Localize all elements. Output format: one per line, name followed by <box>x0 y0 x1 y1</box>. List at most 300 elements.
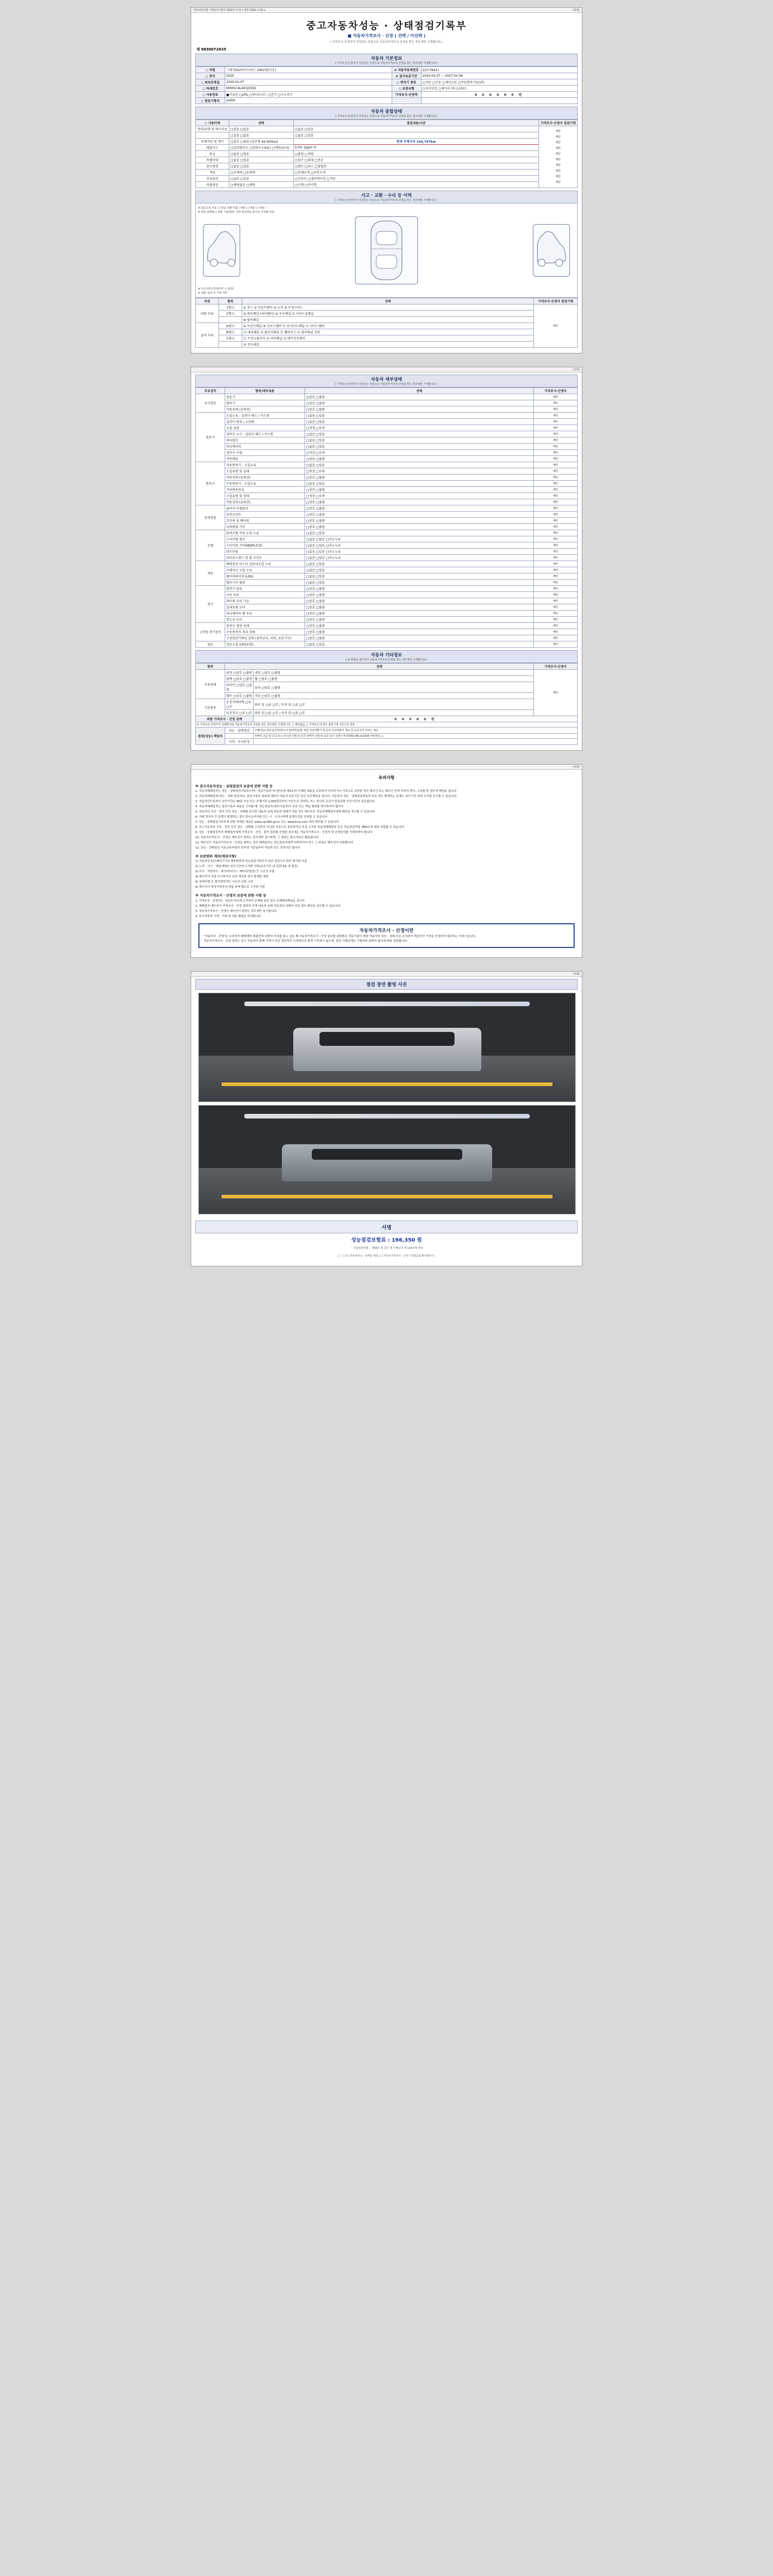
overall-table <box>195 120 578 188</box>
company-key: 가격 · 조사산정 <box>225 739 254 745</box>
page-title: 중고자동차성능 · 상태점검기록부 <box>306 20 467 31</box>
section-detail-header <box>195 375 578 387</box>
detail-item-inspector: 해당 <box>534 543 578 549</box>
detail-item-label: 워터펌프 <box>225 437 305 444</box>
other-b: 내장 □양호 □불량 <box>254 670 534 676</box>
detail-group-name: 고전원 전기장치 <box>196 623 225 641</box>
table-row <box>196 67 578 73</box>
damage-diagram <box>195 204 578 298</box>
footer-line-2: [ 丁 ] 중고자동차성능 · 상태를 점검, [ ] 자동차가격조사 · 산정 ) 하였음을 확인합니다. <box>338 1254 435 1258</box>
overall-detail: □있음 □없음 <box>229 126 294 132</box>
guarantee-box <box>198 923 575 948</box>
page-mark: (앞쪽) <box>573 9 580 12</box>
page-3-topbar <box>191 765 582 770</box>
detail-item-label: 오일 유량 <box>225 425 305 431</box>
table-row <box>196 543 578 549</box>
detail-item-label: 시동 모터 <box>225 592 305 598</box>
detail-item-label: 작동상태 (공회전) <box>225 406 305 413</box>
detail-item-label: 커먼레일 <box>225 456 305 462</box>
ceiling-light <box>244 1114 530 1118</box>
guarantee-title: 자동차가격조사 · 산정이란 <box>359 928 414 934</box>
detail-item-label: 실린더 블록 / 오일팬 <box>225 419 305 425</box>
final-price-note: ※ 가격조사·산정자격 상태평가와 자동차가격조사·산정을 받은 경우에만 기재합니다. □ 해당없음 □ 가격조사·산정자 점검기재 기준수준 적용 <box>196 722 578 727</box>
detail-item-inspector: 해당 <box>534 419 578 425</box>
table-row <box>196 487 578 493</box>
detail-group-name: 변속기 <box>196 462 225 505</box>
detail-item-state: □없음 □있음 <box>305 530 534 536</box>
notice-paragraph: 11. 매수인이 자동차가격조사 · 산정을 원하는 경우 매매업자는 성능점검자에게 의뢰하여야 하고 그 비용은 매수인이 부담합니다. <box>195 841 354 845</box>
notice-paragraph: 4. 특기사항에 기재 · 기재 외 내용 별첨을 작성합니다. <box>195 914 262 918</box>
odometer-reading: 현재 주행거리 144,797km <box>294 139 539 145</box>
overall-detail: □무채색 □유채색 <box>229 170 294 176</box>
page-mark: (뒤쪽) <box>573 766 580 769</box>
table-row <box>196 739 578 745</box>
fuel-options: ■가솔린 □LPG □하이브리드 □전기 □수소전기 <box>225 92 392 98</box>
accident-col-1: 항목 <box>219 298 242 304</box>
accident-rank: 1랭크 <box>219 304 242 311</box>
detail-group-name: 전기 <box>196 586 225 623</box>
table-row <box>196 335 578 342</box>
document-id: 제 9830072635 <box>196 47 226 52</box>
table-row <box>196 505 578 512</box>
document-pages <box>0 7 773 1266</box>
table-row <box>196 598 578 604</box>
accident-parts-title: ※ 사고이력 (자의/타의 수 없다) <box>198 287 234 291</box>
overall-item: 주요옵션 <box>196 176 229 182</box>
table-row <box>196 549 578 555</box>
detail-group-name: 연료 <box>196 641 225 648</box>
overall-item: 주행거리 및 계기 <box>196 139 229 145</box>
table-row <box>196 73 578 79</box>
table-head-row <box>196 388 578 394</box>
detail-item-label: 배력장치 마스터 실린더오일 누유 <box>225 561 305 567</box>
overall-detail: □해당없음 □해당 <box>229 182 294 188</box>
table-row <box>196 176 578 182</box>
detail-item-inspector: 해당 <box>534 573 578 580</box>
detail-item-label: 윈도우 모터 <box>225 617 305 623</box>
diagram-legend-sub: ※ 하단 상태표시 설명 기준(판외, 기타 위치정보 표시로 기록합니다) <box>198 211 274 214</box>
detail-item-inspector: 해당 <box>534 406 578 413</box>
table-row <box>196 635 578 641</box>
table-row <box>196 493 578 499</box>
table-row <box>196 444 578 450</box>
notice-sub2-heading: ※ 자동차가격조사 · 산정의 보증에 관한 사항 등 <box>195 893 266 898</box>
table-row <box>196 693 578 699</box>
form-reference: 자동차관리법 시행규칙 [별지 제82호서식] <개정 2021.1.19.> <box>193 9 266 12</box>
other-info-table <box>195 663 578 745</box>
table-row <box>196 139 578 145</box>
table-row <box>196 530 578 536</box>
detail-item-state: □없음 □있음 <box>305 413 534 419</box>
detail-col-1: 항목/세부내용 <box>225 388 305 394</box>
section-basic-note: ( 가격조사·산정자가 작성하는 부분으로 자동차가격조사·산정을 받는 경우에만 기재합니다 ) <box>335 62 438 65</box>
other-col-2: 가격조사·산정자 <box>534 664 578 670</box>
section-detail-title: 자동차 세부상태 <box>371 377 402 382</box>
detail-item-inspector: 해당 <box>534 617 578 623</box>
detail-item-label: 연료누출 (LPG포함) <box>225 641 305 648</box>
detail-item-state: □적정 □부족 <box>305 468 534 474</box>
notice-paragraph: 2) 노후 · 사고 · 매입에따라 보증기간에 고지한 사항(보증기간 내 진단내용 내 발견) <box>195 865 298 869</box>
section-other-note: ( ※ 항목을 체크하여 자동차가격조사·산정을 받는 경우에만 기재합니다 ) <box>346 658 427 662</box>
detail-item-inspector: 해당 <box>534 400 578 406</box>
notice-paragraph: 4. 자동차매매업자는 점검기록부 내용을 고지할 때, 성능점검자(정비사업자)가 보증 또는 책임 범위를 명시하여야 합니다. <box>195 805 345 809</box>
overall-content: □렌트 □리스 □영업용 <box>294 163 539 170</box>
basic-value: 그랜저(IG)하이브리드 (HEV)(5인승) <box>225 67 392 73</box>
car-left-side-icon <box>204 225 240 276</box>
accident-area: 외판 부위 <box>196 304 219 323</box>
overall-col-0: ○ 사용이력 <box>196 120 229 126</box>
other-a: 보조장치 □유 □무 <box>225 710 254 716</box>
detail-table-body <box>196 394 578 648</box>
notice-paragraph: 자동차가격조사 · 산정 결과는 중고 자동차의 판매 가격이 아닌 객관적인 시세정보로 법적 구속력이 없으며, 최종 거래금액은 구매자와 판매자 합의에 따라 결정됩니다. <box>204 939 408 943</box>
detail-item-label: 오일누유 - 실린더 헤드 / 가스켓 <box>225 413 305 419</box>
detail-item-inspector: 해당 <box>534 592 578 598</box>
price-value: 0 0 0 0 0 0 원 <box>421 92 577 98</box>
page-1 <box>191 7 582 353</box>
overall-content: □불법 □적법 <box>294 151 539 157</box>
detail-item-inspector: 해당 <box>534 493 578 499</box>
detail-item-label: 타이로드엔드 및 볼 조인트 <box>225 555 305 561</box>
notice-paragraph: 3) 부식 · 자연마모 · 타이어(마모) · 배터리(방전) 등 소모성 부품 <box>195 870 275 874</box>
detail-item-label: 오일유량 및 상태 <box>225 493 305 499</box>
table-row <box>196 592 578 598</box>
detail-item-label: 작동상태 (공회전) <box>225 499 305 505</box>
table-row <box>196 710 578 716</box>
other-a: 운전석에어백 □유 □무 <box>225 699 254 710</box>
section-detail-note: ( 가격조사·산정자가 작성하는 부분으로 자동차가격조사·산정을 받는 경우에만 기재합니다 ) <box>335 383 438 386</box>
company-value: 주행(정)도검사전문정비(주)수원(IT컨설팅) 점검 중앙대평가 및 등록 중앙대평가 제도 및 보증수리 서비스 제공 <box>254 727 578 734</box>
table-row <box>196 561 578 567</box>
overall-item: 특별이력 <box>196 157 229 163</box>
detail-item-label: 작동상태 (공회전) <box>225 474 305 481</box>
car-view-left <box>203 224 240 277</box>
footer-line-1: 「 자동차관리법」 제58조 및 같은 법 시행규칙 제 120조에 따라 <box>350 1246 423 1250</box>
basic-label: ○ 연식 <box>196 73 225 79</box>
notice-paragraph: 7. 성능 · 상태점검기록부에 관한 자세한 내용은 www.car365.go.kr 또는 www.kcar.com 에서 확인할 수 있습니다. <box>195 821 340 824</box>
transmission-options: □자동 □수동 □세미오토 □무단변속기(CVT) <box>421 79 577 86</box>
basic-label: 가격조사·산정액 <box>392 92 421 98</box>
car-diagram-row <box>198 214 575 286</box>
table-row <box>196 126 578 132</box>
section-basic-title: 자동차 기본정보 <box>371 56 402 61</box>
basic-label: ○ 변속기 종류 <box>392 79 421 86</box>
detail-item-inspector: 해당 <box>534 394 578 400</box>
section-overall-header <box>195 107 578 120</box>
detail-item-inspector: 해당 <box>534 604 578 611</box>
table-head-row <box>196 298 578 304</box>
detail-item-state: □없음 □있음 <box>305 437 534 444</box>
table-row <box>196 170 578 176</box>
overall-detail: □없음 □있음 <box>229 151 294 157</box>
detail-item-state: □양호 □불량 <box>305 505 534 512</box>
notice-paragraph: 2. 자동차매매업자(성능 · 상태 점검자)는 점검기록부 내용에 대하여 다음의 보증기간 동안 보증책임을 집니다. 자동차의 성능 · 상태점검내용과 다른 경우 발생하는 문제는 보증기간 내에 수리를 요구할 수 있습니다. <box>195 795 458 799</box>
basic-label: ○ 차명 <box>196 67 225 73</box>
notice-paragraph: 12. 성능 · 상태점검 국토교통부령의 인터넷 기준일부터 자동차 인도 전까지로 합니다. <box>195 846 301 850</box>
table-row <box>196 329 578 335</box>
detail-table <box>195 387 578 648</box>
overall-item: 리콜대상 <box>196 182 229 188</box>
detail-item-state: □양호 □불량 <box>305 635 534 641</box>
detail-item-inspector: 해당 <box>534 499 578 505</box>
overall-detail: □있음 □없음 <box>229 132 294 139</box>
detail-item-label: 디퍼렌셜 기어 <box>225 524 305 530</box>
detail-item-state: □양호 □불량 <box>305 617 534 623</box>
overall-detail: □없음 □있음 <box>229 163 294 170</box>
notice-paragraph: "자동차의 · 산정"은 소비자가 매매계약 체결전에 차량의 가치를 알고 싶을 때 자동차가격조사 · 산정 업무를 위탁받은 전문기관이 해당 자동차의 성능 · 상태 등을 조사하여 객관적인 가격을 산정하여 제공하는 서비스입니다. <box>204 935 476 938</box>
section-basic-header <box>195 54 578 66</box>
overall-item: 용도변경 <box>196 163 229 170</box>
detail-item-label: 발전기 출력 <box>225 586 305 592</box>
table-row <box>196 468 578 474</box>
table-row <box>196 98 578 104</box>
notice-paragraph: 3. 자동차가격조사 · 산정은 매수인이 원하는 경우에만 실시합니다. <box>195 909 278 913</box>
table-row <box>196 419 578 425</box>
page-2-topbar <box>191 367 582 372</box>
accident-parts: ⑳ 루프레일 <box>242 342 534 348</box>
accident-rank: B랭크 <box>219 329 242 335</box>
overall-item: 색상 <box>196 170 229 176</box>
table-row <box>196 406 578 413</box>
guarantee-body <box>204 935 569 944</box>
detail-item-label: 브레이크 오일 누유 <box>225 567 305 573</box>
detail-item-state: □없음 □있음 <box>305 580 534 586</box>
detail-group-name: 제동 <box>196 561 225 586</box>
notice-paragraph: 5) 천재지변 등 불가항력적인 사유로 인한 고장 <box>195 880 253 884</box>
accident-parts: ① 후드 ② 프론트펜더 ③ 도어 ④ 트렁크리드 <box>242 304 534 311</box>
detail-item-inspector: 해당 <box>534 561 578 567</box>
overall-content: □없음 □있음 <box>294 126 539 132</box>
detail-item-state: □없음 □있음 <box>305 641 534 648</box>
table-row <box>196 567 578 573</box>
notice-paragraph: 8. 중고자동차의 구조 · 장치 등의 성능 · 상태를 고지하지 아니한 거짓으로 점검하거나 부정 고지한 자동차매매업자 등은 자동차관리법 제80조에 따라 처벌될 수 있습니다. <box>195 826 405 829</box>
detail-item-state: □양호 □불량 <box>305 474 534 481</box>
notice-lead: ※ 중고자동차성능 · 상태점검의 보증에 관한 사항 등 <box>195 784 273 788</box>
section-overall-note: ( 가격조사·산정자가 작성하는 부분으로 자동차가격조사·산정을 받는 경우에만 기재합니다 ) <box>335 115 438 118</box>
accident-parts: ⑬ 대쉬패널 ⑭ 플로어패널 ⑮ 휠하우스 ⑯ 필러패널 상단 <box>242 329 534 335</box>
overall-item: 연비/주행 및 택시사용 <box>196 126 229 132</box>
table-row <box>196 317 578 323</box>
table-row <box>196 182 578 188</box>
table-row <box>196 311 578 317</box>
other-a: 매트 □양호 □불량 <box>225 693 254 699</box>
accident-parts: ⑧ 필러패널 <box>242 317 534 323</box>
overall-content: □전체도색 □부분도색 <box>294 170 539 176</box>
table-row <box>196 474 578 481</box>
detail-item-label: 스티어링 기어(MDPS포함) <box>225 543 305 549</box>
basic-label <box>392 98 421 104</box>
basic-label: ④ 자동차등록번호 <box>392 67 421 73</box>
table-row <box>196 145 578 151</box>
detail-item-state: □없음 □있음 □미소누유 <box>305 536 534 543</box>
section-accident-title: 사고 · 교환 · 수리 등 이력 <box>361 193 412 198</box>
detail-item-state: □양호 □불량 <box>305 611 534 617</box>
detail-item-label: 와이퍼 모터 기능 <box>225 598 305 604</box>
vehicle-lift <box>222 1195 552 1198</box>
detail-item-inspector: 해당 <box>534 431 578 437</box>
detail-item-label: 라디에이터 팬 모터 <box>225 611 305 617</box>
detail-item-label: 오일유량 및 상태 <box>225 468 305 474</box>
car-right-side-icon <box>533 225 569 276</box>
table-head-row <box>196 120 578 126</box>
detail-group-name: 동력전달 <box>196 505 225 530</box>
other-a: 타이어 □양호 □불량 <box>225 682 254 693</box>
detail-item-label: 스티어링 펌프 <box>225 536 305 543</box>
table-row <box>196 151 578 157</box>
detail-item-label: 밸브기구 불량 <box>225 580 305 586</box>
other-key: 사용상태 <box>196 670 225 699</box>
vehicle-window <box>320 1032 455 1046</box>
section-other-title: 자동차 기타정보 <box>371 653 402 658</box>
inspection-photo-2 <box>198 1105 576 1214</box>
overall-item <box>196 132 229 139</box>
detail-item-label: 피트먼암 <box>225 549 305 555</box>
table-row <box>196 400 578 406</box>
detail-item-inspector: 해당 <box>534 468 578 474</box>
table-row <box>196 462 578 468</box>
detail-item-state: □양호 □불량 <box>305 499 534 505</box>
detail-item-state: □양호 □불량 <box>305 592 534 598</box>
detail-item-inspector: 해당 <box>534 512 578 518</box>
vehicle-lift <box>222 1082 552 1086</box>
table-row <box>196 79 578 86</box>
basic-info-table <box>195 66 578 104</box>
basic-value: KMHG14LA01J1592 <box>225 86 392 92</box>
detail-item-state: □없음 □있음 □미소누유 <box>305 555 534 561</box>
detail-item-state: □없음 □있음 □미소누유 <box>305 543 534 549</box>
table-row <box>196 456 578 462</box>
table-row <box>196 512 578 518</box>
company-key <box>225 734 254 739</box>
detail-item-inspector: 해당 <box>534 586 578 592</box>
detail-item-label: 동력조향 작동 오일 누유 <box>225 530 305 536</box>
other-inspector-note: 해당 <box>534 670 578 716</box>
detail-item-inspector: 해당 <box>534 555 578 561</box>
detail-item-state: □없음 □있음 <box>305 419 534 425</box>
overall-detail: □양호 □불량 (실주행 44,000km) <box>229 139 294 145</box>
table-row <box>196 699 578 710</box>
overall-content: □없음 □있음 <box>294 132 539 139</box>
page-3 <box>191 764 582 958</box>
accident-area: 골격 부위 <box>196 323 219 348</box>
detail-item-inspector: 해당 <box>534 524 578 530</box>
table-row <box>196 573 578 580</box>
other-col-0: 항목 <box>196 664 225 670</box>
table-row <box>196 734 578 739</box>
detail-item-state: □없음 □있음 <box>305 567 534 573</box>
notice-paragraph: 1) 자동차등록증(제조사 등) 제원범위에 성능점검기록부의 외관 점검으로 확인 불가한 부분 <box>195 860 307 863</box>
car-view-top <box>355 216 418 284</box>
detail-item-inspector: 해당 <box>534 567 578 573</box>
table-row <box>196 617 578 623</box>
signature-band: 서명 <box>195 1221 578 1233</box>
ceiling-light <box>244 1002 530 1006</box>
detail-item-state: □적정 □부족 <box>305 493 534 499</box>
detail-item-state: □양호 □불량 <box>305 586 534 592</box>
detail-group-name: 원동기 <box>196 413 225 462</box>
overall-content: 0.0% 1ppm % <box>294 145 539 151</box>
detail-item-inspector: 해당 <box>534 456 578 462</box>
detail-item-inspector: 해당 <box>534 611 578 617</box>
section-overall-title: 자동차 종합상태 <box>371 109 402 114</box>
table-row <box>196 342 578 348</box>
insurance-fee-label: 성능점검보험료 : <box>351 1237 390 1243</box>
detail-item-state: □없음 □있음 <box>305 481 534 487</box>
detail-item-inspector: 해당 <box>534 474 578 481</box>
detail-col-2: 상태 <box>305 388 534 394</box>
table-row <box>196 586 578 592</box>
other-a: 외장 □양호 □불량 <box>225 670 254 676</box>
table-row <box>196 611 578 617</box>
table-row <box>196 394 578 400</box>
accident-col-0: 부위 <box>196 298 219 304</box>
table-row <box>196 437 578 444</box>
detail-item-inspector: 해당 <box>534 425 578 431</box>
accident-rank <box>219 317 242 323</box>
table-row <box>196 304 578 311</box>
detail-item-state: □양호 □불량 <box>305 604 534 611</box>
table-row <box>196 481 578 487</box>
detail-item-label: 구동축전지 격리 상태 <box>225 629 305 635</box>
detail-item-label: 변속기 <box>225 400 305 406</box>
detail-item-state: □양호 □불량 <box>305 512 534 518</box>
table-row <box>196 518 578 524</box>
detail-item-label: 자동변속기 - 오일누유 <box>225 462 305 468</box>
detail-item-inspector: 해당 <box>534 641 578 648</box>
table-row <box>196 722 578 727</box>
table-row <box>196 413 578 419</box>
detail-item-state: □양호 □불량 <box>305 394 534 400</box>
accident-rank: 2랭크 <box>219 311 242 317</box>
accident-col-2: 상태 <box>242 298 534 304</box>
page-subtitle: ■ 자동차가격조사 · 산정 ( 선택 / 미선택 ) <box>347 33 426 38</box>
page-subnote: ( 가격조사·산정자가 작성하는 부분으로 자동차가격조사·산정을 받는 경우에만 기재합니다 ) <box>330 41 443 44</box>
detail-group-name: 자기진단 <box>196 394 225 413</box>
diagram-legend-title: ※ (참고) ※ 주요 ( ) 단순 교환 부품 ( 내용 ) ( 내용 ) ( 내용 ) <box>198 207 266 210</box>
detail-item-state: □양호 □불량 <box>305 518 534 524</box>
detail-item-label: 냉각수 누수 - 실린더 헤드 / 가스켓 <box>225 431 305 437</box>
detail-item-inspector: 해당 <box>534 413 578 419</box>
detail-item-state: □없음 □있음 <box>305 462 534 468</box>
table-row <box>196 716 578 722</box>
notice-paragraph: 6) 매수인이 점검기록부의 내용 외에 별도로 고지한 사항 <box>195 886 265 889</box>
table-row <box>196 431 578 437</box>
notice-title: 유의사항 <box>378 775 395 780</box>
car-top-view-icon <box>356 217 417 284</box>
overall-col-1: 내역 <box>229 120 294 126</box>
detail-item-inspector: 해당 <box>534 598 578 604</box>
table-row <box>196 604 578 611</box>
detail-item-inspector: 해당 <box>534 629 578 635</box>
basic-label: ○ 최초등록일 <box>196 79 225 86</box>
basic-value <box>421 98 577 104</box>
notice-paragraph: 3. 자동차인도일부터 보증기간은 30일 이상 또는 주행거리 2,000킬로미터 이상으로 정하되, 어느 하나의 조건이 만료되면 보증기간이 종료됩니다. <box>195 800 376 804</box>
detail-item-label: 실내송풍 모터 <box>225 604 305 611</box>
basic-value: G4FM <box>225 98 392 104</box>
other-key: 기본품목 <box>196 699 225 716</box>
detail-item-state: □양호 □불량 <box>305 623 534 629</box>
table-row <box>196 499 578 505</box>
overall-detail: □없음 □있음 <box>229 176 294 182</box>
table-row <box>196 323 578 329</box>
overall-item: 튜닝 <box>196 151 229 157</box>
basic-value: 225가9421 <box>421 67 577 73</box>
detail-item-inspector: 해당 <box>534 635 578 641</box>
detail-item-label: 수동변속기 - 오일누유 <box>225 481 305 487</box>
notice-paragraph: 9. 성능 · 상태점검자가 매매업자에게 가격조사 · 산정 · 평가 결과를 산정한 경우에는 자동차가격조사 · 산정자 및 산정일자를 기재하여야 합니다. <box>195 831 373 835</box>
other-b: 유리 □양호 □불량 <box>254 682 534 693</box>
page-4-topbar <box>191 972 582 977</box>
table-row <box>196 555 578 561</box>
